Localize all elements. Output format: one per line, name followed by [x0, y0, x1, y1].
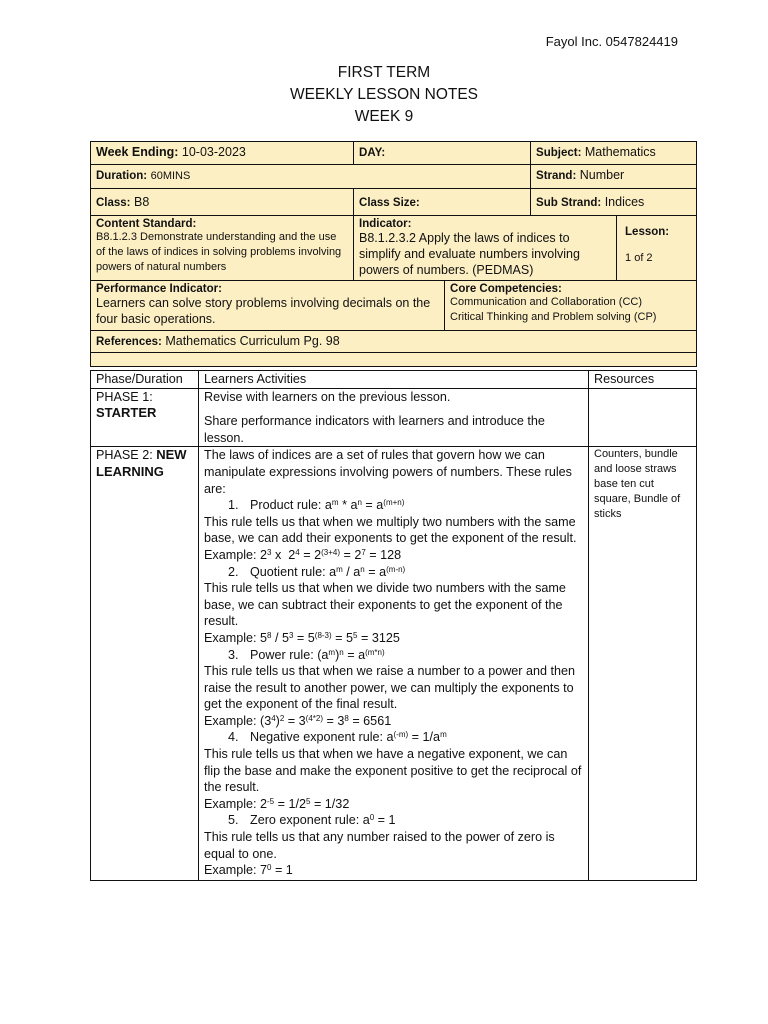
phase-1-activities	[199, 388, 589, 447]
col-header-phase: Phase/Duration	[91, 371, 199, 389]
phase-2-intro: The laws of indices are a set of rules that govern how we can manipulate expressions involving powers of numbers. These rules are:	[204, 448, 572, 496]
phase-1-resources	[589, 388, 697, 447]
core-line-1: Communication and Collaboration (CC)	[450, 296, 642, 308]
phase-1-label: PHASE 1:	[96, 389, 153, 404]
title-line-2: WEEKLY LESSON NOTES	[289, 86, 479, 103]
performance-indicator-cell	[91, 281, 445, 331]
strand-label: Strand:	[536, 170, 577, 182]
core-line-2: Critical Thinking and Problem solving (CP)	[450, 311, 657, 323]
phase-2-resources: Counters, bundle and loose straws base ten cut square, Bundle of sticks	[589, 447, 697, 880]
rule-3-title: 3. Power rule: $(a^m)^n = a^{(m*n)}$	[228, 647, 385, 662]
phase-2-name-2: LEARNING	[96, 463, 164, 479]
core-label: Core Competencies:	[450, 283, 562, 295]
duration-label: Duration:	[96, 170, 148, 182]
class-label: Class:	[96, 197, 131, 209]
indicator-label: Indicator:	[359, 218, 412, 230]
day-label: DAY:	[359, 147, 386, 159]
rule-4-example: Example: $2^{-5} = 1/2^5 = 1/32$	[204, 796, 350, 811]
subject-label: Subject:	[536, 147, 582, 159]
rule-4-title: 4. Negative exponent rule: $a^{(-m)} = 1/a^m$	[228, 730, 447, 745]
indicator-text: B8.1.2.3.2 Apply the laws of indices to simplify and evaluate numbers involving powers of numbers. (PEDMAS)	[359, 231, 580, 277]
week-ending-label: Week Ending:	[96, 145, 179, 159]
performance-text: Learners can solve story problems involving decimals on the four basic operations.	[96, 296, 431, 326]
week-ending-value: 10-03-2023	[181, 145, 246, 159]
rule-2-desc: This rule tells us that when we divide two numbers with the same base, we can subtract their exponents to get the exponent of the result.	[204, 581, 566, 629]
phase-1-cell	[91, 388, 199, 447]
performance-label: Performance Indicator:	[96, 283, 222, 295]
indicator-cell	[354, 216, 617, 281]
rule-3-example: Example: $(3^4)^2 = 3^{(4*2)} = 3^8 = 6561$	[204, 713, 392, 728]
rule-1-example: Example: $2^3$ x $2^4 = 2^{(3+4)} = 2^7 = 128$	[204, 547, 402, 562]
rule-5-title: 5. Zero exponent rule: $a^0 = 1$	[228, 813, 396, 828]
rule-3-desc: This rule tells us that when we raise a number to a power and then raise the result to another power, we can multiply the exponents to get the exponent of the final result.	[204, 664, 576, 712]
lesson-label: Lesson:	[625, 226, 670, 238]
col-header-resources: Resources	[589, 371, 697, 389]
sub-strand-label: Sub Strand:	[536, 197, 602, 209]
spacer-row	[91, 353, 697, 367]
phase-2-name-1: NEW	[156, 447, 187, 463]
lesson-value: 1 of 2	[625, 252, 653, 264]
references-label: References:	[96, 336, 162, 348]
references-value: Mathematics Curriculum Pg. 98	[165, 334, 340, 348]
title-line-3: WEEK 9	[354, 108, 414, 125]
sub-strand-cell	[531, 189, 697, 216]
strand-value: Number	[579, 168, 625, 182]
col-header-activities: Learners Activities	[199, 371, 589, 389]
rule-2-example: Example: $5^8 / 5^3 = 5^{(8-3)} = 5^5 = 3125$	[204, 630, 400, 645]
class-size-cell	[354, 189, 531, 216]
phase-2-activities	[199, 447, 589, 880]
rule-1-desc: This rule tells us that when we multiply two numbers with the same base, we can add their exponents to get the exponent of the result.	[204, 514, 577, 546]
day-cell	[354, 142, 531, 165]
class-size-label: Class Size:	[359, 197, 420, 209]
lesson-cell	[617, 216, 697, 281]
rule-4-desc: This rule tells us that when we have a negative exponent, we can flip the base and make the exponent positive to get the reciprocal of the result.	[204, 747, 582, 795]
content-standard-text: B8.1.2.3 Demonstrate understanding and the use of the laws of indices in solving problems involving powers of natural numbers	[96, 231, 342, 273]
rule-5-desc: This rule tells us that any number raised to the power of zero is equal to one.	[204, 830, 555, 861]
phase-2-label: PHASE 2:	[96, 448, 153, 463]
class-cell	[91, 189, 354, 216]
strand-cell	[531, 165, 697, 189]
document-title	[0, 62, 768, 128]
lesson-phases-table	[90, 370, 697, 881]
week-ending-cell	[91, 142, 354, 165]
sub-strand-value: Indices	[604, 195, 645, 209]
subject-value: Mathematics	[584, 145, 656, 159]
content-standard-label: Content Standard:	[96, 218, 197, 230]
rule-5-example: Example: $7^0 = 1$	[204, 863, 293, 878]
duration-value: 60MINS	[150, 170, 191, 182]
rule-1-title: 1. Product rule: $a^m * a^n = a^{(m+n)}$	[228, 498, 405, 513]
rule-2-title: 2. Quotient rule: $a^m / a^n = a^{(m-n)}$	[228, 564, 406, 579]
title-line-1: FIRST TERM	[337, 64, 431, 81]
phase-1-name: STARTER	[96, 405, 157, 421]
duration-cell	[91, 165, 531, 189]
subject-cell	[531, 142, 697, 165]
phase-1-line-2: Share performance indicators with learners and introduce the lesson.	[204, 414, 545, 445]
lesson-info-table	[90, 141, 697, 367]
references-cell	[91, 331, 697, 353]
content-standard-cell	[91, 216, 354, 281]
core-competencies-cell	[445, 281, 697, 331]
phase-2-cell	[91, 447, 199, 880]
class-value: B8	[134, 195, 150, 209]
company-header: Fayol Inc. 0547824419	[545, 34, 678, 49]
phase-1-line-1: Revise with learners on the previous lesson.	[204, 389, 451, 404]
